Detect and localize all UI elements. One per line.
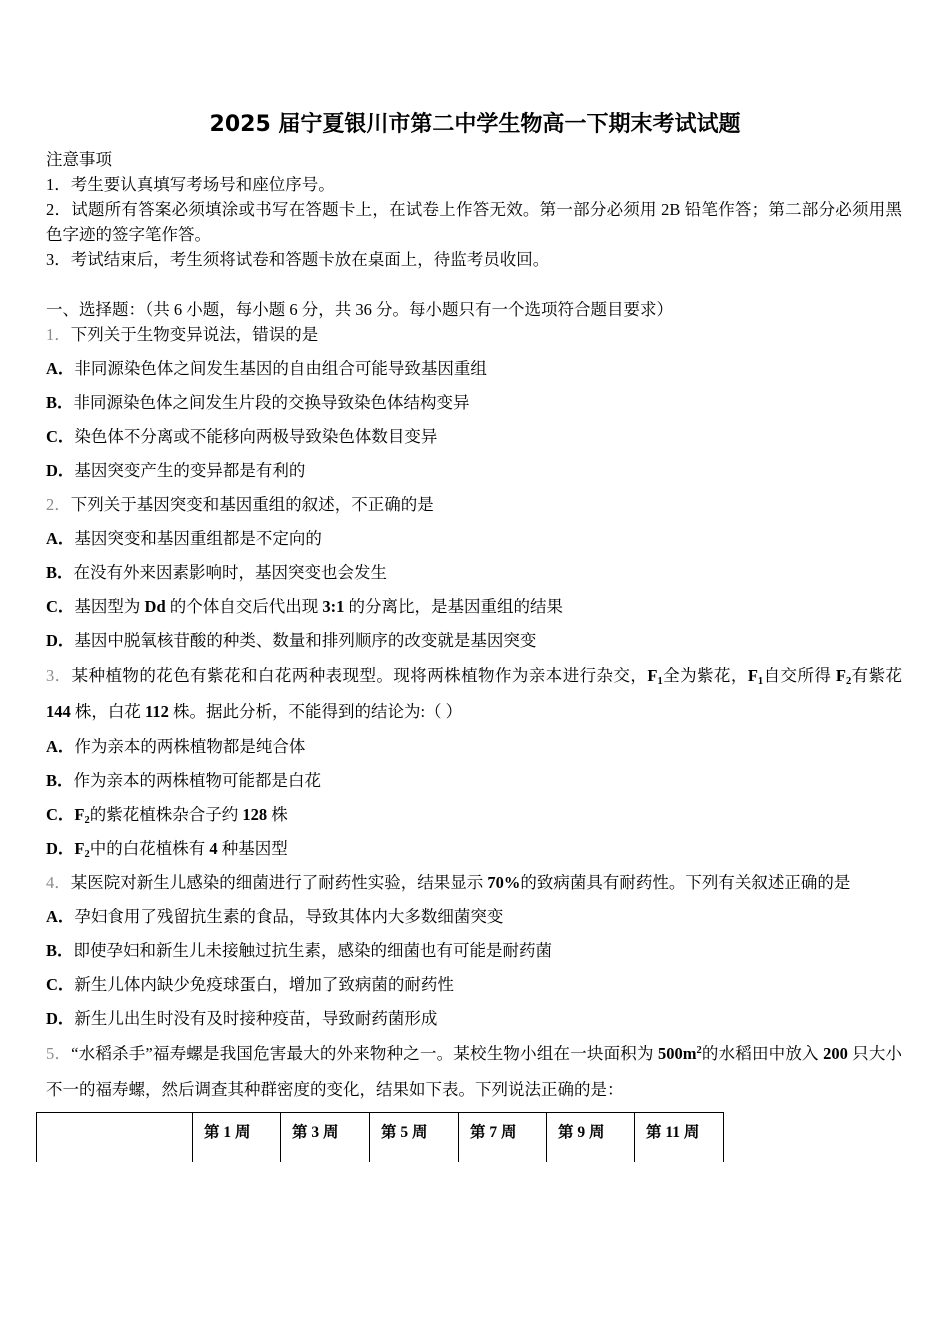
option-letter: A． bbox=[46, 359, 75, 378]
option-letter: D． bbox=[46, 631, 75, 650]
table-header-cell: 第 7 周 bbox=[459, 1113, 547, 1162]
table-header-row bbox=[37, 1113, 724, 1162]
generation-symbol: F bbox=[74, 839, 85, 858]
count-value: 144 bbox=[46, 702, 71, 721]
option-letter: B． bbox=[46, 941, 74, 960]
option-c bbox=[46, 798, 902, 832]
stem-text: 的水稻田中放入 bbox=[701, 1044, 824, 1063]
stem-text: 某医院对新生儿感染的细菌进行了耐药性实验，结果显示 bbox=[70, 873, 488, 892]
table-header-cell: 第 1 周 bbox=[193, 1113, 281, 1162]
question-number: 2． bbox=[46, 495, 71, 514]
option-letter: A． bbox=[46, 907, 75, 926]
stem-text: 只大小不一的福寿螺，然后调查其种群密度的变化，结果如下表。下列说法正确的是： bbox=[46, 1044, 903, 1099]
option-b bbox=[46, 764, 902, 798]
option-letter: C． bbox=[46, 427, 75, 446]
stem-text: 株。据此分析，不能得到的结论为:（ ） bbox=[168, 702, 463, 721]
count-value: 4 bbox=[209, 839, 218, 858]
option-text: 孕妇食用了残留抗生素的食品，导致其体内大多数细菌突变 bbox=[74, 907, 504, 926]
question-stem bbox=[46, 866, 902, 900]
option-a bbox=[46, 522, 902, 556]
option-text: 染色体不分离或不能移向两极导致染色体数目变异 bbox=[74, 427, 438, 446]
notice-item: 1．考生要认真填写考场号和座位序号。 bbox=[46, 175, 335, 194]
ratio-term: 3:1 bbox=[322, 597, 345, 616]
stem-text: 有紫花 bbox=[851, 666, 903, 685]
generation-symbol: F bbox=[74, 805, 85, 824]
option-text: 基因突变产生的变异都是有利的 bbox=[74, 461, 306, 480]
option-a bbox=[46, 900, 902, 934]
stem-text: 自交所得 bbox=[763, 666, 836, 685]
count-value: 128 bbox=[242, 805, 268, 824]
option-text: 基因中脱氧核苷酸的种类、数量和排列顺序的改变就是基因突变 bbox=[74, 631, 537, 650]
option-d bbox=[46, 832, 902, 866]
option-d bbox=[46, 1002, 902, 1036]
percent-value: 70% bbox=[487, 873, 521, 892]
question-stem bbox=[46, 1036, 902, 1108]
question-4 bbox=[46, 866, 902, 1036]
section-heading: 一、选择题：（共 6 小题，每小题 6 分，共 36 分。每小题只有一个选项符合题目要求） bbox=[46, 300, 673, 319]
table-header-cell: 第 5 周 bbox=[370, 1113, 459, 1162]
stem-text: 全为紫花， bbox=[662, 666, 748, 685]
option-letter: C． bbox=[46, 597, 75, 616]
genotype-term: Dd bbox=[144, 597, 166, 616]
option-letter: C． bbox=[46, 805, 75, 824]
question-2 bbox=[46, 488, 902, 658]
exam-body bbox=[46, 147, 902, 1162]
table-header-cell: 第 3 周 bbox=[281, 1113, 370, 1162]
option-text: 基因型为 bbox=[74, 597, 145, 616]
stem-text: 下列关于生物变异说法，错误的是 bbox=[70, 325, 319, 344]
question-number: 5． bbox=[46, 1044, 72, 1063]
option-c bbox=[46, 420, 902, 454]
option-text: 新生儿出生时没有及时接种疫苗，导致耐药菌形成 bbox=[74, 1009, 438, 1028]
option-letter: D． bbox=[46, 461, 75, 480]
exam-title: 2025 届宁夏银川市第二中学生物高一下期末考试试题 bbox=[209, 112, 741, 137]
option-letter: B． bbox=[46, 393, 74, 412]
option-b bbox=[46, 386, 902, 420]
notice-section bbox=[46, 147, 902, 272]
option-a bbox=[46, 352, 902, 386]
option-text: 即使孕妇和新生儿未接触过抗生素，感染的细菌也有可能是耐药菌 bbox=[73, 941, 553, 960]
stem-text: 株，白花 bbox=[70, 702, 145, 721]
area-value: 500m bbox=[657, 1044, 697, 1063]
subscript: 1 bbox=[757, 676, 764, 687]
option-text: 非同源染色体之间发生片段的交换导致染色体结构变异 bbox=[73, 393, 470, 412]
option-d bbox=[46, 624, 902, 658]
generation-symbol: F bbox=[747, 666, 758, 685]
option-text: 的分离比，是基因重组的结果 bbox=[344, 597, 564, 616]
option-text: 种基因型 bbox=[217, 839, 288, 858]
question-stem bbox=[46, 318, 902, 352]
option-d bbox=[46, 454, 902, 488]
notice-heading: 注意事项 bbox=[46, 150, 112, 169]
subscript: 2 bbox=[84, 849, 90, 860]
table-header-cell: 第 9 周 bbox=[547, 1113, 635, 1162]
stem-text: 的致病菌具有耐药性。下列有关叙述正确的是 bbox=[520, 873, 851, 892]
option-b bbox=[46, 934, 902, 968]
stem-text: 某种植物的花色有紫花和白花两种表现型。现将两株植物作为亲本进行杂交， bbox=[71, 666, 648, 685]
stem-text: “水稻杀手”福寿螺是我国危害最大的外来物种之一。某校生物小组在一块面积为 bbox=[71, 1044, 658, 1063]
snail-density-table bbox=[36, 1112, 724, 1162]
option-a bbox=[46, 730, 902, 764]
question-1 bbox=[46, 318, 902, 488]
question-number: 1． bbox=[46, 325, 71, 344]
subscript: 2 bbox=[84, 815, 90, 826]
option-letter: B． bbox=[46, 771, 74, 790]
question-3 bbox=[46, 658, 902, 866]
option-text: 中的白花植株有 bbox=[89, 839, 210, 858]
option-text: 的紫花植株杂合子约 bbox=[89, 805, 243, 824]
option-text: 基因突变和基因重组都是不定向的 bbox=[74, 529, 322, 548]
count-value: 200 bbox=[823, 1044, 848, 1063]
option-text: 的个体自交后代出现 bbox=[165, 597, 323, 616]
option-b bbox=[46, 556, 902, 590]
superscript: 2 bbox=[696, 1045, 702, 1056]
option-text: 非同源染色体之间发生基因的自由组合可能导致基因重组 bbox=[74, 359, 487, 378]
notice-item: 3．考试结束后，考生须将试卷和答题卡放在桌面上，待监考员收回。 bbox=[46, 250, 550, 269]
option-text: 株 bbox=[267, 805, 288, 824]
subscript: 1 bbox=[657, 676, 663, 687]
option-text: 作为亲本的两株植物都是纯合体 bbox=[74, 737, 306, 756]
option-letter: B． bbox=[46, 563, 74, 582]
option-text: 新生儿体内缺少免疫球蛋白，增加了致病菌的耐药性 bbox=[74, 975, 454, 994]
option-letter: D． bbox=[46, 1009, 75, 1028]
option-letter: C． bbox=[46, 975, 75, 994]
question-stem bbox=[46, 488, 902, 522]
table-header-cell: 第 11 周 bbox=[635, 1113, 724, 1162]
option-text: 作为亲本的两株植物可能都是白花 bbox=[73, 771, 322, 790]
option-letter: A． bbox=[46, 529, 75, 548]
question-number: 4． bbox=[46, 873, 71, 892]
question-5 bbox=[46, 1036, 902, 1162]
question-stem bbox=[46, 658, 902, 730]
option-text: 在没有外来因素影响时，基因突变也会发生 bbox=[73, 563, 388, 582]
subscript: 2 bbox=[845, 676, 852, 687]
table-corner-cell bbox=[37, 1113, 193, 1162]
notice-item: 2．试题所有答案必须填涂或书写在答题卡上，在试卷上作答无效。第一部分必须用 2B 铅笔作答；第二部分必须用黑色字迹的签字笔作答。 bbox=[46, 200, 902, 244]
stem-text: 下列关于基因突变和基因重组的叙述，不正确的是 bbox=[70, 495, 434, 514]
option-letter: D． bbox=[46, 839, 75, 858]
generation-symbol: F bbox=[835, 666, 846, 685]
option-letter: A． bbox=[46, 737, 75, 756]
count-value: 112 bbox=[145, 702, 169, 721]
question-number: 3． bbox=[46, 666, 72, 685]
option-c bbox=[46, 968, 902, 1002]
generation-symbol: F bbox=[647, 666, 658, 685]
option-c bbox=[46, 590, 902, 624]
